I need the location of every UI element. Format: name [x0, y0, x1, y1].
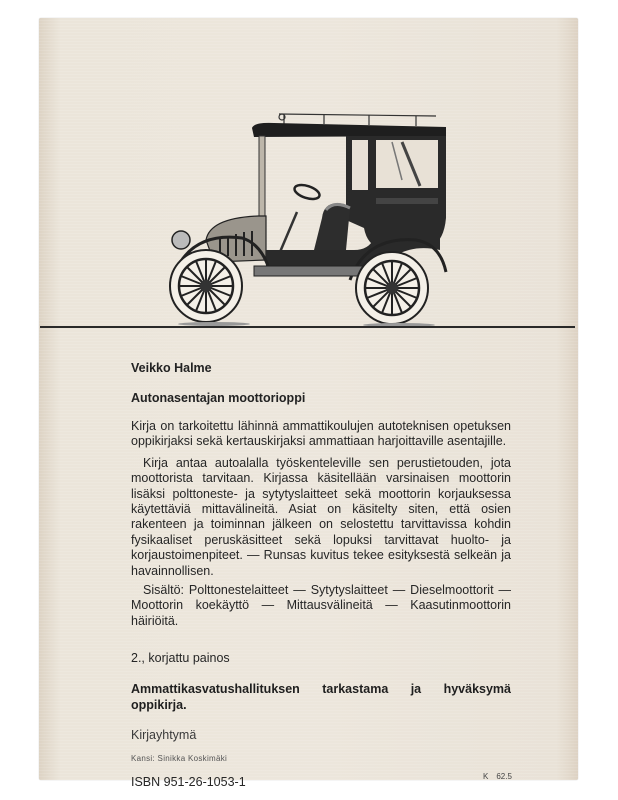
front-wheel	[170, 250, 242, 322]
publisher-name: Kirjayhtymä	[131, 728, 197, 743]
classification-code	[483, 772, 512, 781]
cover-design-credit: Kansi: Sinikka Koskimäki	[131, 754, 228, 764]
car-roof	[252, 123, 446, 137]
back-cover-text	[131, 361, 511, 789]
description-paragraph-1: Kirja on tarkoitettu lähinnä ammattikoulujen autoteknisen opetuksen oppikirjaksi sekä kertauskirjaksi ammattiaan harjoittaville asentajille.	[131, 419, 511, 449]
rear-wheel	[356, 252, 428, 324]
steering-wheel	[293, 182, 321, 201]
class-letter: K	[483, 772, 489, 781]
divider-line	[40, 326, 575, 328]
headlamp	[172, 231, 190, 249]
description-paragraph-2: Kirja antaa autoalalla työskenteleville sen perustietouden, jota moottorista tarvitaan. Kirjassa käsitellään varsinaisen moottorin lisäksi polttoneste- ja sytytyslaitteet sekä moottorin korjauksessa käytettäviä mittavälineitä. Asiat on käsitelty siten, että osien rakenteen ja toiminnan jälkeen on selostettu tarvittavissa kohdin fysikaaliset peruskäsitteet sekä lopuksi tarvittavat huolto- ja korjaustoimenpiteet. — Runsas kuvitus tekee esityksestä selkeän ja havainnollisen.	[131, 455, 511, 578]
vintage-car-illustration	[154, 100, 454, 330]
edition-note: 2., korjattu painos	[131, 651, 230, 666]
contents-paragraph: Sisältö: Polttonestelaitteet — Sytytyslaitteet — Dieselmoottorit — Moottorin koekäyttö — Mittausvälineitä — Kaasutinmoottorin häiriöitä.	[131, 583, 511, 628]
cabin-window-front	[352, 140, 368, 190]
book-title: Autonasentajan moottorioppi	[131, 391, 306, 405]
canopy-post	[259, 136, 265, 218]
approval-note: Ammattikasvatushallituksen tarkastama ja hyväksymä oppikirja.	[131, 682, 511, 712]
isbn-number: ISBN 951-26-1053-1	[131, 775, 246, 790]
driver-seat	[314, 203, 350, 250]
cabin-window-side	[376, 140, 438, 188]
book-back-cover	[39, 18, 578, 790]
chassis-frame	[254, 266, 374, 276]
author-name: Veikko Halme	[131, 361, 212, 375]
steering-column	[280, 212, 297, 252]
class-number: 62.5	[496, 772, 512, 781]
